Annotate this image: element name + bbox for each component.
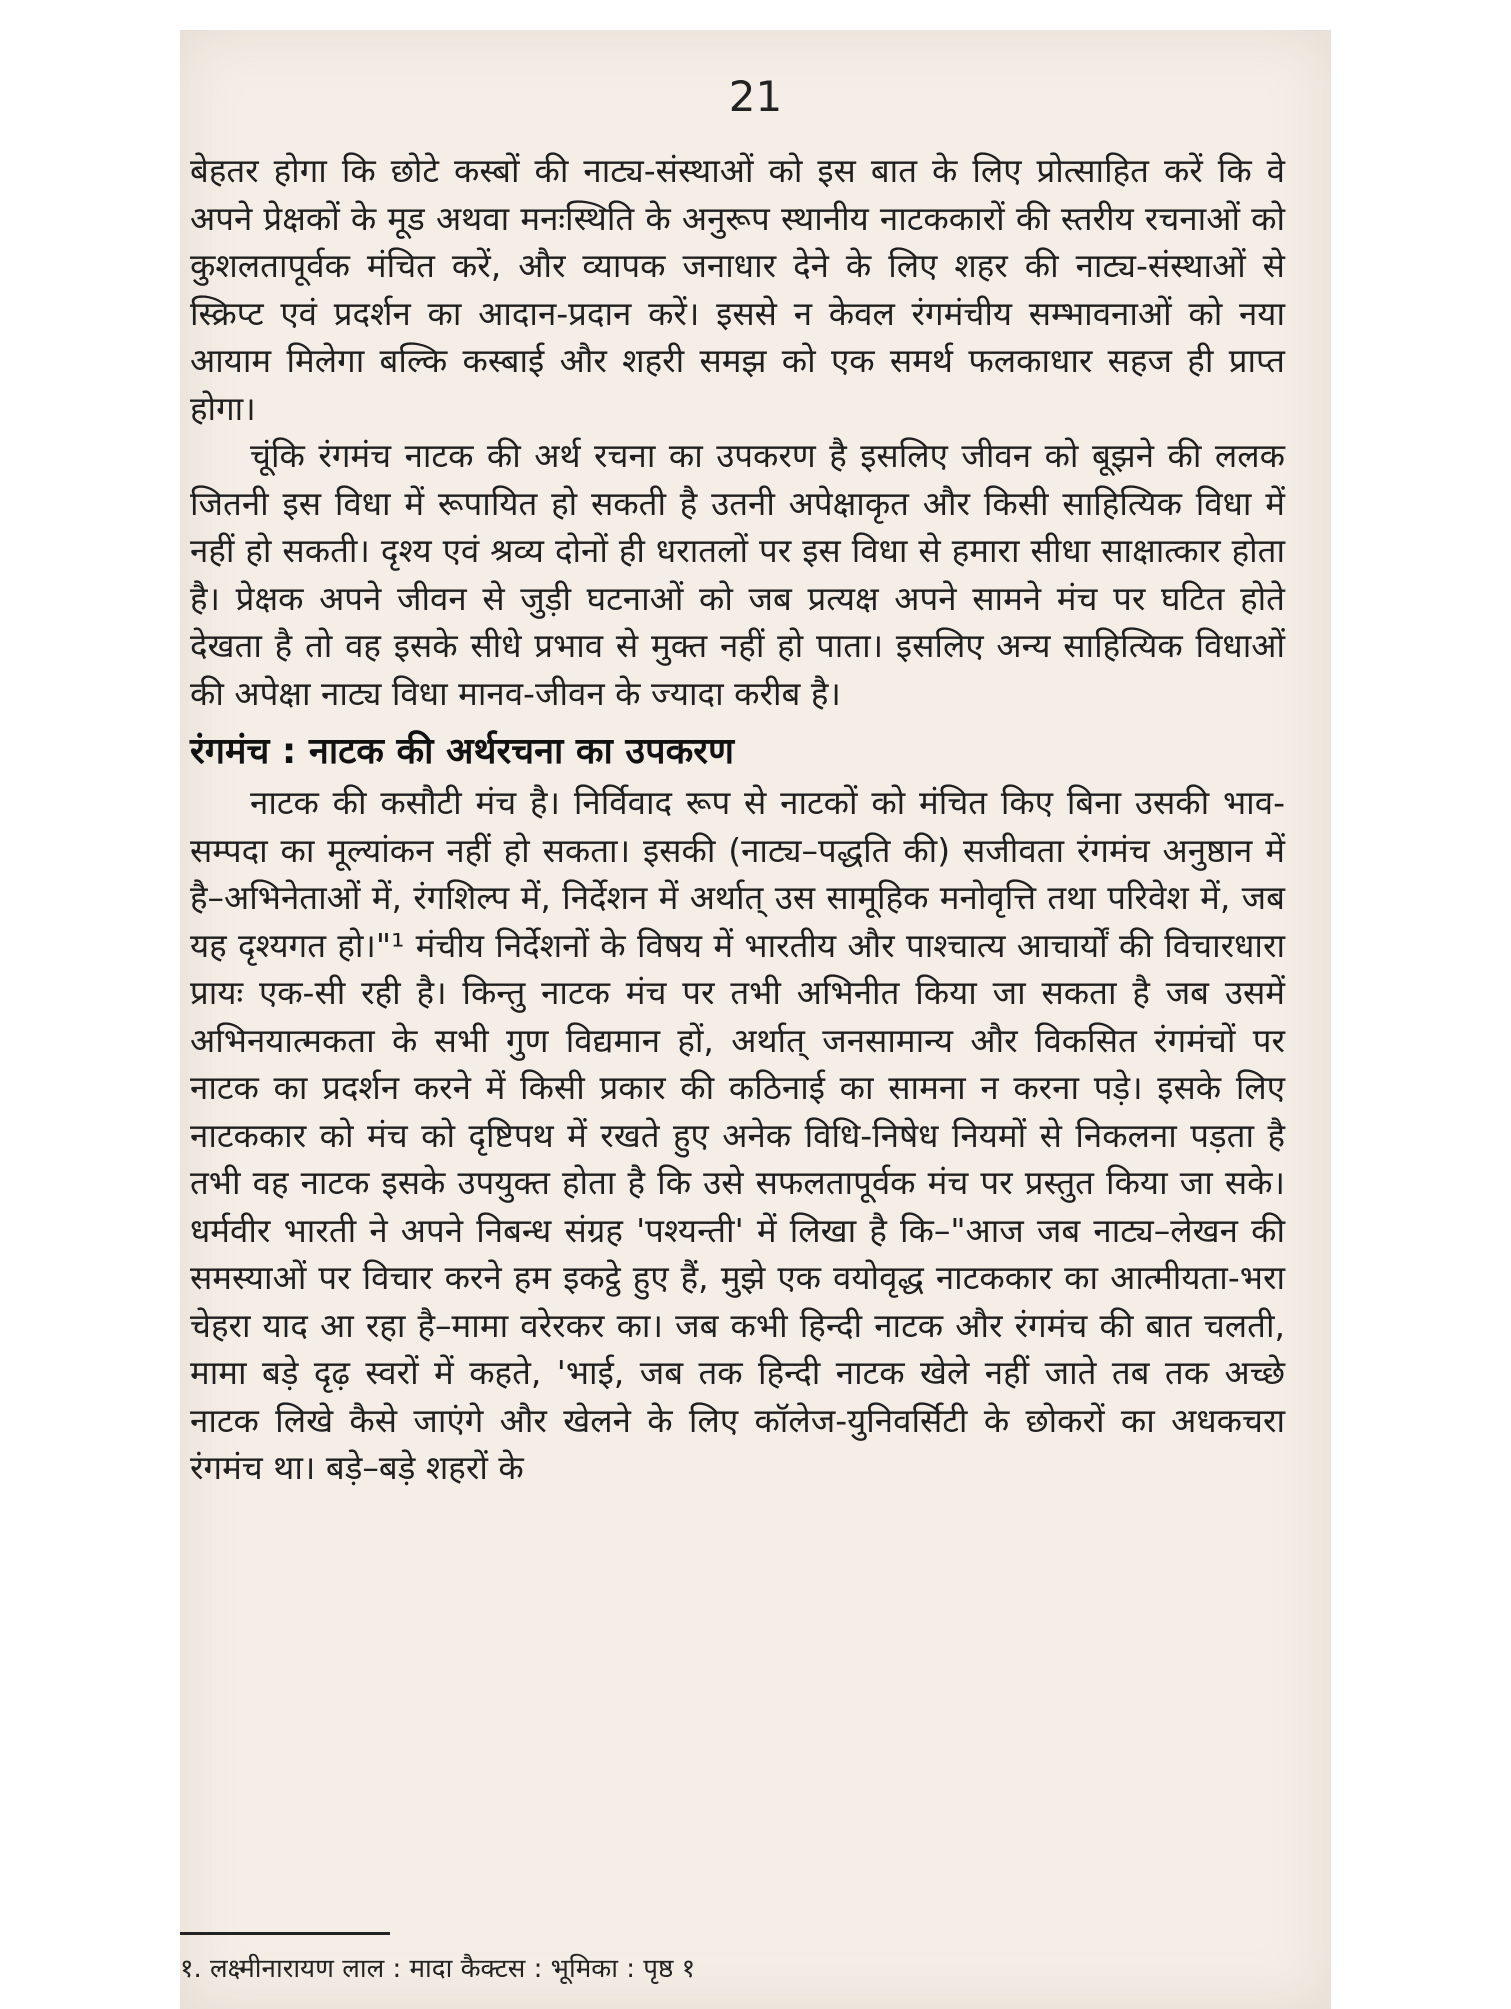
footnote: १. लक्ष्मीनारायण लाल : मादा कैक्टस : भूमिका : पृष्ठ १ — [180, 1954, 696, 1984]
footnote-divider — [180, 1932, 390, 1935]
page-number: 21 — [728, 72, 783, 121]
paragraph-1: बेहतर होगा कि छोटे कस्बों की नाट्य-संस्थाओं को इस बात के लिए प्रोत्साहित करें कि वे अपने प्रेक्षकों के मूड अथवा मनःस्थिति के अनुरूप स्थानीय नाटककारों की स्तरीय रचनाओं को कुशलतापूर्वक मंचित करें, और व्यापक जनाधार देने के लिए शहर की नाट्य-संस्थाओं से स्क्रिप्ट एवं प्रदर्शन का आदान-प्रदान करें। इससे न केवल रंगमंचीय सम्भावनाओं को नया आयाम मिलेगा बल्कि कस्बाई और शहरी समझ को एक समर्थ फलकाधार सहज ही प्राप्त होगा। — [190, 151, 1285, 428]
paragraph-2: चूंकि रंगमंच नाटक की अर्थ रचना का उपकरण है इसलिए जीवन को बूझने की ललक जितनी इस विधा में रूपायित हो सकती है उतनी अपेक्षाकृत और किसी साहित्यिक विधा में नहीं हो सकती। दृश्य एवं श्रव्य दोनों ही धरातलों पर इस विधा से हमारा सीधा साक्षात्कार होता है। प्रेक्षक अपने जीवन से जुड़ी घटनाओं को जब प्रत्यक्ष अपने सामने मंच पर घटित होते देखता है तो वह इसके सीधे प्रभाव से मुक्त नहीं हो पाता। इसलिए अन्य साहित्यिक विधाओं की अपेक्षा नाट्य विधा मानव-जीवन के ज्यादा करीब है। — [190, 436, 1285, 713]
body-text — [190, 147, 1285, 1492]
book-page — [180, 30, 1331, 2009]
section-heading: रंगमंच : नाटक की अर्थरचना का उपकरण — [190, 731, 734, 772]
section-paragraph: नाटक की कसौटी मंच है। निर्विवाद रूप से नाटकों को मंचित किए बिना उसकी भाव-सम्पदा का मूल्यांकन नहीं हो सकता। इसकी (नाट्य–पद्धति की) सजीवता रंगमंच अनुष्ठान में है–अभिनेताओं में, रंगशिल्प में, निर्देशन में अर्थात् उस सामूहिक मनोवृत्ति तथा परिवेश में, जब यह दृश्यगत हो।"¹ मंचीय निर्देशनों के विषय में भारतीय और पाश्चात्य आचार्यों की विचारधारा प्रायः एक-सी रही है। किन्तु नाटक मंच पर तभी अभिनीत किया जा सकता है जब उसमें अभिनयात्मकता के सभी गुण विद्यमान हों, अर्थात् जनसामान्य और विकसित रंगमंचों पर नाटक का प्रदर्शन करने में किसी प्रकार की कठिनाई का सामना न करना पड़े। इसके लिए नाटककार को मंच को दृष्टिपथ में रखते हुए अनेक विधि-निषेध नियमों से निकलना पड़ता है तभी वह नाटक इसके उपयुक्त होता है कि उसे सफलतापूर्वक मंच पर प्रस्तुत किया जा सके। धर्मवीर भारती ने अपने निबन्ध संग्रह 'पश्यन्ती' में लिखा है कि–"आज जब नाट्य–लेखन की समस्याओं पर विचार करने हम इकट्ठे हुए हैं, मुझे एक वयोवृद्ध नाटककार का आत्मीयता-भरा चेहरा याद आ रहा है–मामा वरेरकर का। जब कभी हिन्दी नाटक और रंगमंच की बात चलती, मामा बड़े दृढ़ स्वरों में कहते, 'भाई, जब तक हिन्दी नाटक खेले नहीं जाते तब तक अच्छे नाटक लिखे कैसे जाएंगे और खेलने के लिए कॉलेज-युनिवर्सिटी के छोकरों का अधकचरा रंगमंच था। बड़े–बड़े शहरों के — [190, 783, 1285, 1487]
